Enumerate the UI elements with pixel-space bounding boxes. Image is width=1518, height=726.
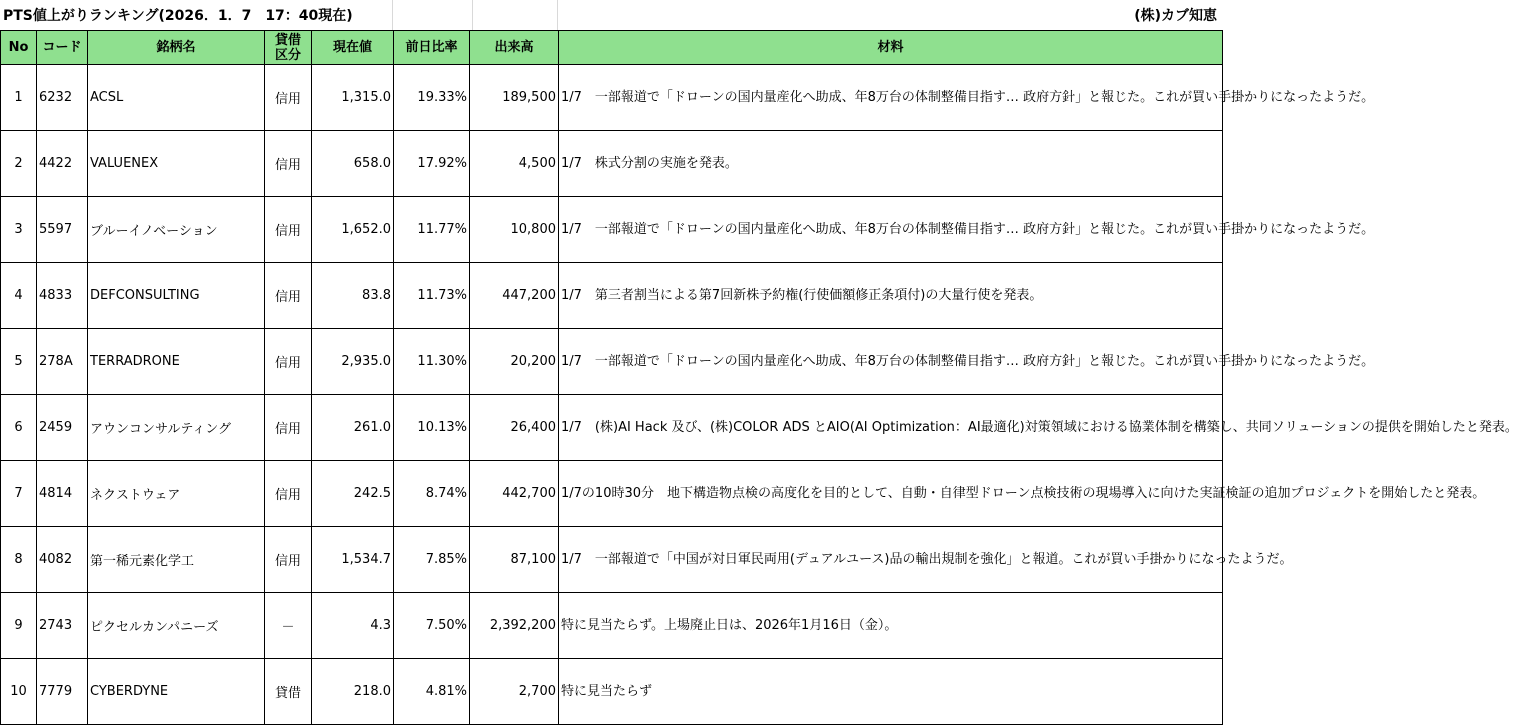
cell-price[interactable]: 1,534.7	[312, 527, 394, 593]
cell-margin[interactable]: 信用	[265, 527, 312, 593]
cell-name[interactable]: DEFCONSULTING	[88, 263, 265, 329]
cell-price[interactable]: 658.0	[312, 131, 394, 197]
table-row[interactable]	[1, 263, 1223, 329]
cell-price[interactable]: 1,315.0	[312, 65, 394, 131]
cell-margin[interactable]: 信用	[265, 395, 312, 461]
cell-name[interactable]: ネクストウェア	[88, 461, 265, 527]
cell-margin[interactable]: 信用	[265, 65, 312, 131]
cell-change[interactable]: 8.74%	[394, 461, 470, 527]
cell-no[interactable]: 2	[1, 131, 37, 197]
header-price: 現在値	[312, 31, 394, 65]
header-change: 前日比率	[394, 31, 470, 65]
cell-material[interactable]: 1/7 (株)AI Hack 及び、(株)COLOR ADS とAIO(AI Optimization：AI最適化)対策領域における協業体制を構築し、共同ソリューションの提供を開始したと発表。	[559, 395, 1223, 461]
cell-code[interactable]: 4833	[37, 263, 88, 329]
table-row[interactable]	[1, 395, 1223, 461]
cell-volume[interactable]: 26,400	[470, 395, 559, 461]
cell-margin[interactable]: 信用	[265, 329, 312, 395]
cell-change[interactable]: 4.81%	[394, 659, 470, 725]
cell-volume[interactable]: 20,200	[470, 329, 559, 395]
cell-no[interactable]: 10	[1, 659, 37, 725]
cell-volume[interactable]: 4,500	[470, 131, 559, 197]
cell-name[interactable]: アウンコンサルティング	[88, 395, 265, 461]
table-row[interactable]	[1, 131, 1223, 197]
header-margin-line1: 貸借	[274, 32, 301, 48]
cell-name[interactable]: ピクセルカンパニーズ	[88, 593, 265, 659]
cell-code[interactable]: 5597	[37, 197, 88, 263]
header-margin	[265, 31, 312, 65]
cell-material[interactable]: 1/7 一部報道で「ドローンの国内量産化へ助成、年8万台の体制整備目指す… 政府方針」と報じた。これが買い手掛かりになったようだ。	[559, 65, 1223, 131]
cell-price[interactable]: 261.0	[312, 395, 394, 461]
table-row[interactable]	[1, 329, 1223, 395]
cell-name[interactable]: TERRADRONE	[88, 329, 265, 395]
header-volume: 出来高	[470, 31, 559, 65]
cell-change[interactable]: 7.50%	[394, 593, 470, 659]
cell-code[interactable]: 278A	[37, 329, 88, 395]
cell-change[interactable]: 11.30%	[394, 329, 470, 395]
table-row[interactable]	[1, 461, 1223, 527]
cell-price[interactable]: 242.5	[312, 461, 394, 527]
cell-no[interactable]: 5	[1, 329, 37, 395]
header-row	[1, 31, 1223, 65]
cell-no[interactable]: 8	[1, 527, 37, 593]
cell-margin[interactable]: 信用	[265, 197, 312, 263]
header-margin-line2: 区分	[274, 47, 301, 63]
cell-volume[interactable]: 87,100	[470, 527, 559, 593]
table-row[interactable]	[1, 197, 1223, 263]
cell-no[interactable]: 1	[1, 65, 37, 131]
grid-line	[392, 0, 393, 30]
cell-price[interactable]: 4.3	[312, 593, 394, 659]
cell-price[interactable]: 83.8	[312, 263, 394, 329]
cell-volume[interactable]: 189,500	[470, 65, 559, 131]
cell-volume[interactable]: 442,700	[470, 461, 559, 527]
cell-no[interactable]: 6	[1, 395, 37, 461]
page-title: PTS値上がりランキング(2026．1．7 17：40現在)	[3, 8, 353, 24]
cell-volume[interactable]: 2,392,200	[470, 593, 559, 659]
cell-no[interactable]: 3	[1, 197, 37, 263]
cell-name[interactable]: 第一稀元素化学工	[88, 527, 265, 593]
cell-margin[interactable]: －	[265, 593, 312, 659]
cell-material[interactable]: 1/7 第三者割当による第7回新株予約権(行使価額修正条項付)の大量行使を発表。	[559, 263, 1223, 329]
table-row[interactable]	[1, 659, 1223, 725]
cell-code[interactable]: 4814	[37, 461, 88, 527]
cell-volume[interactable]: 10,800	[470, 197, 559, 263]
table-row[interactable]	[1, 65, 1223, 131]
table-row[interactable]	[1, 527, 1223, 593]
cell-name[interactable]: ブルーイノベーション	[88, 197, 265, 263]
cell-name[interactable]: CYBERDYNE	[88, 659, 265, 725]
cell-change[interactable]: 19.33%	[394, 65, 470, 131]
cell-code[interactable]: 4422	[37, 131, 88, 197]
cell-price[interactable]: 1,652.0	[312, 197, 394, 263]
cell-name[interactable]: VALUENEX	[88, 131, 265, 197]
cell-price[interactable]: 218.0	[312, 659, 394, 725]
cell-code[interactable]: 6232	[37, 65, 88, 131]
cell-change[interactable]: 11.73%	[394, 263, 470, 329]
cell-change[interactable]: 7.85%	[394, 527, 470, 593]
cell-margin[interactable]: 貸借	[265, 659, 312, 725]
cell-material[interactable]: 1/7の10時30分 地下構造物点検の高度化を目的として、自動・自律型ドローン点検技術の現場導入に向けた実証検証の追加プロジェクトを開始したと発表。	[559, 461, 1223, 527]
cell-material[interactable]: 1/7 一部報道で「ドローンの国内量産化へ助成、年8万台の体制整備目指す… 政府方針」と報じた。これが買い手掛かりになったようだ。	[559, 197, 1223, 263]
header-name: 銘柄名	[88, 31, 265, 65]
cell-code[interactable]: 2459	[37, 395, 88, 461]
cell-change[interactable]: 10.13%	[394, 395, 470, 461]
header-code: コード	[37, 31, 88, 65]
cell-margin[interactable]: 信用	[265, 263, 312, 329]
cell-volume[interactable]: 2,700	[470, 659, 559, 725]
cell-no[interactable]: 9	[1, 593, 37, 659]
cell-price[interactable]: 2,935.0	[312, 329, 394, 395]
cell-material[interactable]: 1/7 株式分割の実施を発表。	[559, 131, 1223, 197]
cell-name[interactable]: ACSL	[88, 65, 265, 131]
cell-change[interactable]: 17.92%	[394, 131, 470, 197]
cell-code[interactable]: 2743	[37, 593, 88, 659]
cell-material[interactable]: 1/7 一部報道で「中国が対日軍民両用(デュアルユース)品の輸出規制を強化」と報道。これが買い手掛かりになったようだ。	[559, 527, 1223, 593]
title-bar	[0, 0, 1223, 30]
cell-margin[interactable]: 信用	[265, 131, 312, 197]
company-name: (株)カブ知恵	[1134, 8, 1217, 24]
cell-no[interactable]: 4	[1, 263, 37, 329]
cell-code[interactable]: 4082	[37, 527, 88, 593]
cell-volume[interactable]: 447,200	[470, 263, 559, 329]
cell-material[interactable]: 特に見当たらず。上場廃止日は、2026年1月16日（金）。	[559, 593, 1223, 659]
cell-margin[interactable]: 信用	[265, 461, 312, 527]
table-row[interactable]	[1, 593, 1223, 659]
header-no: No	[1, 31, 37, 65]
cell-material[interactable]: 1/7 一部報道で「ドローンの国内量産化へ助成、年8万台の体制整備目指す… 政府方針」と報じた。これが買い手掛かりになったようだ。	[559, 329, 1223, 395]
grid-line	[472, 0, 473, 30]
cell-material[interactable]: 特に見当たらず	[559, 659, 1223, 725]
cell-code[interactable]: 7779	[37, 659, 88, 725]
ranking-table	[0, 30, 1518, 725]
header-material: 材料	[559, 31, 1223, 65]
cell-no[interactable]: 7	[1, 461, 37, 527]
cell-change[interactable]: 11.77%	[394, 197, 470, 263]
grid-line	[557, 0, 558, 30]
